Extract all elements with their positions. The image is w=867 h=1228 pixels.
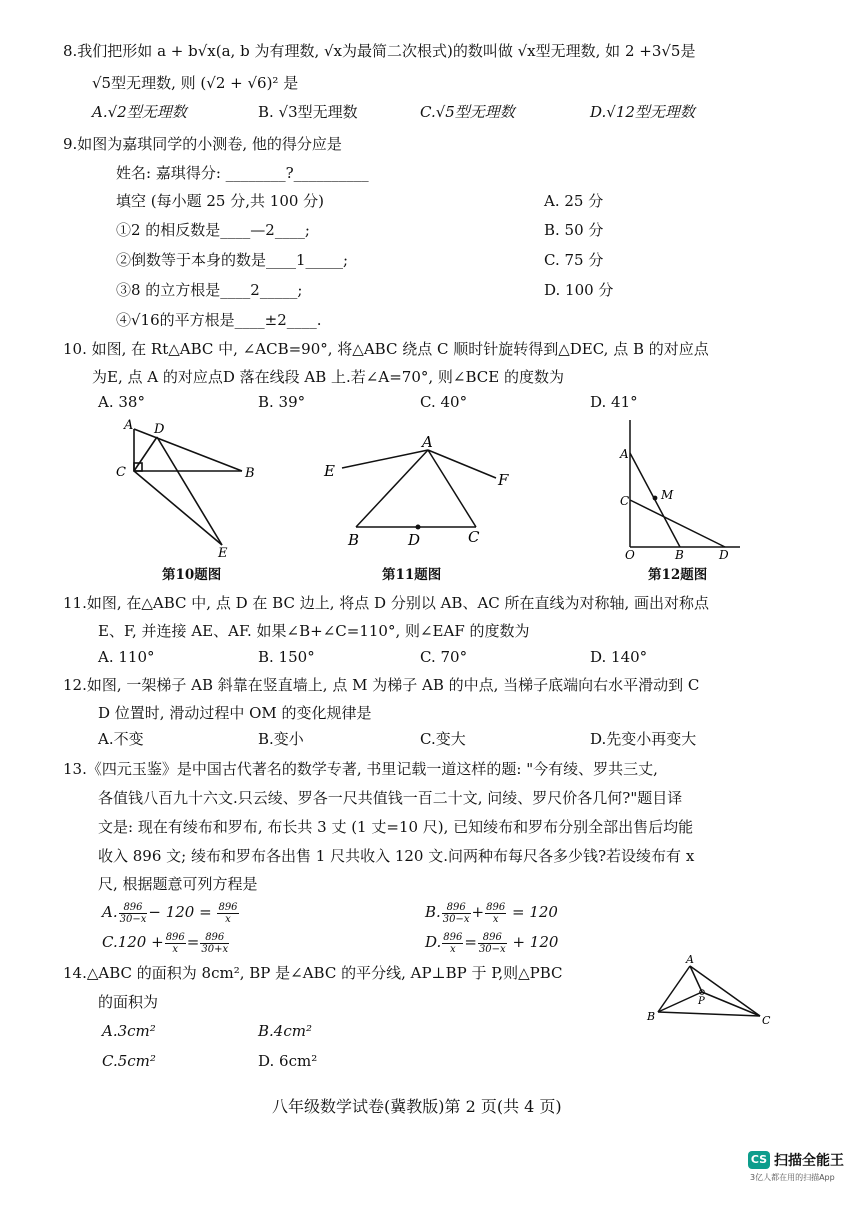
figure-10 xyxy=(112,415,272,560)
q11-line1: 11.如图, 在△ABC 中, 点 D 在 BC 边上, 将点 D 分别以 AB、AC 所在直线为对称轴, 画出对称点 xyxy=(63,594,710,612)
q12-line1: 12.如图, 一架梯子 AB 斜靠在竖直墙上, 点 M 为梯子 AB 的中点, 当梯子底端向右水平滑动到 C xyxy=(63,676,700,694)
q12-option-c: C.变大 xyxy=(420,730,466,748)
q9-name-line: 姓名: 嘉琪得分: ________?__________ xyxy=(116,164,369,182)
q11-option-c: C. 70° xyxy=(420,648,468,666)
fig11-label-d: D xyxy=(408,531,421,549)
fig10-label-c: C xyxy=(116,465,126,480)
fig10-caption: 第10题图 xyxy=(162,567,222,583)
q8-option-a: A.√2型无理数 xyxy=(92,103,187,121)
fig12-label-m: M xyxy=(661,488,674,502)
fig12-label-c: C xyxy=(620,494,630,508)
q13-line1: 13.《四元玉鉴》是中国古代著名的数学专著, 书里记载一道这样的题: "今有绫、罗共三丈, xyxy=(63,760,658,778)
q9-option-b: B. 50 分 xyxy=(544,221,604,239)
fig11-label-f: F xyxy=(498,471,509,489)
q9-item-1: ①2 的相反数是____—2____; xyxy=(116,221,310,239)
q9-stem: 9.如图为嘉琪同学的小测卷, 他的得分应是 xyxy=(63,135,342,153)
q9-option-a: A. 25 分 xyxy=(544,192,604,210)
fig12-label-a: A xyxy=(620,447,629,461)
q12-option-a: A.不变 xyxy=(98,730,144,748)
q8-option-c: C.√5型无理数 xyxy=(420,103,515,121)
q8-option-d: D.√12型无理数 xyxy=(590,103,695,121)
fig11-label-e: E xyxy=(324,462,335,480)
q10-line1: 10. 如图, 在 Rt△ABC 中, ∠ACB=90°, 将△ABC 绕点 C 顺时针旋转得到△DEC, 点 B 的对应点 xyxy=(63,340,709,358)
fig10-label-e: E xyxy=(218,546,228,560)
fig11-label-a: A xyxy=(422,433,433,451)
fig10-label-b: B xyxy=(245,466,255,481)
figure-11 xyxy=(318,430,523,550)
q14-line2: 的面积为 xyxy=(98,993,159,1011)
fig12-label-d: D xyxy=(719,548,729,560)
q10-option-b: B. 39° xyxy=(258,393,306,411)
q14-option-b: B.4cm² xyxy=(258,1022,312,1040)
q10-option-c: C. 40° xyxy=(420,393,468,411)
q9-item-3: ③8 的立方根是____2_____; xyxy=(116,281,303,299)
fig14-label-b: B xyxy=(647,1010,656,1023)
camscanner-name: 扫描全能王 xyxy=(774,1153,844,1169)
q11-line2: E、F, 并连接 AE、AF. 如果∠B+∠C=110°, 则∠EAF 的度数为 xyxy=(98,622,530,640)
q9-item-4: ④√16的平方根是____±2____. xyxy=(116,311,322,329)
fig12-label-b: B xyxy=(675,548,684,560)
q12-line2: D 位置时, 滑动过程中 OM 的变化规律是 xyxy=(98,704,372,722)
q8-line2: √5型无理数, 则 (√2 + √6)² 是 xyxy=(92,74,299,92)
q8-line1: 8.我们把形如 a + b√x(a, b 为有理数, √x为最简二次根式)的数叫做 √x型无理数, 如 2 +3√5是 xyxy=(63,42,696,60)
q13-option-c: C.120 + $\frac{896}{x}$ = $\frac{896}{30+x}$ xyxy=(102,931,229,955)
figure-12 xyxy=(615,415,745,560)
figure-14 xyxy=(640,952,780,1032)
q9-option-c: C. 75 分 xyxy=(544,251,604,269)
fig10-label-d: D xyxy=(154,422,165,437)
fig10-label-a: A xyxy=(124,418,134,433)
fig14-label-a: A xyxy=(686,953,694,966)
camscanner-logo: CS xyxy=(748,1151,770,1169)
q13-line2: 各值钱八百九十六文.只云绫、罗各一尺共值钱一百二十文, 问绫、罗尺价各几何?"题目译 xyxy=(98,789,683,807)
q9-item-2: ②倒数等于本身的数是____1_____; xyxy=(116,251,349,269)
fig11-label-c: C xyxy=(468,528,480,546)
q13-line3: 文是: 现在有绫布和罗布, 布长共 3 丈 (1 丈=10 尺), 已知绫布和罗布分别全部出售后均能 xyxy=(98,818,694,836)
q11-option-b: B. 150° xyxy=(258,648,315,666)
camscanner-tagline: 3亿人都在用的扫描App xyxy=(750,1173,835,1182)
q10-option-a: A. 38° xyxy=(98,393,145,411)
q14-option-c: C.5cm² xyxy=(102,1052,156,1070)
q13-option-b: B. $\frac{896}{30-x}$ + $\frac{896}{x}$ = 120 xyxy=(425,901,558,925)
q14-option-a: A.3cm² xyxy=(102,1022,156,1040)
q11-option-d: D. 140° xyxy=(590,648,648,666)
q11-option-a: A. 110° xyxy=(98,648,155,666)
q8-option-b: B. √3型无理数 xyxy=(258,103,358,121)
fig12-label-o: O xyxy=(625,548,635,560)
page-footer: 八年级数学试卷(冀教版)第 2 页(共 4 页) xyxy=(272,1097,562,1116)
q14-line1: 14.△ABC 的面积为 8cm², BP 是∠ABC 的平分线, AP⊥BP 于 P,则△PBC xyxy=(63,964,563,982)
q10-option-d: D. 41° xyxy=(590,393,638,411)
q12-option-d: D.先变小再变大 xyxy=(590,730,697,748)
q13-option-a: A. $\frac{896}{30-x}$ − 120 = $\frac{896}{x}$ xyxy=(102,901,238,925)
q9-fill-title: 填空 (每小题 25 分,共 100 分) xyxy=(116,192,325,210)
q9-option-d: D. 100 分 xyxy=(544,281,614,299)
q14-option-d: D. 6cm² xyxy=(258,1052,318,1070)
fig11-label-b: B xyxy=(348,531,360,549)
fig14-label-c: C xyxy=(762,1014,771,1027)
fig12-caption: 第12题图 xyxy=(648,567,708,583)
q13-line5: 尺, 根据题意可列方程是 xyxy=(98,875,258,893)
q10-line2: 为E, 点 A 的对应点D 落在线段 AB 上.若∠A=70°, 则∠BCE 的度数为 xyxy=(92,368,564,386)
q13-option-d: D. $\frac{896}{x}$ = $\frac{896}{30-x}$ + 120 xyxy=(425,931,559,955)
fig14-label-p: P xyxy=(698,996,705,1007)
fig11-caption: 第11题图 xyxy=(382,567,442,583)
q13-line4: 收入 896 文; 绫布和罗布各出售 1 尺共收入 120 文.问两种布每尺各多少钱?若设绫布有 x xyxy=(98,847,695,865)
q12-option-b: B.变小 xyxy=(258,730,304,748)
